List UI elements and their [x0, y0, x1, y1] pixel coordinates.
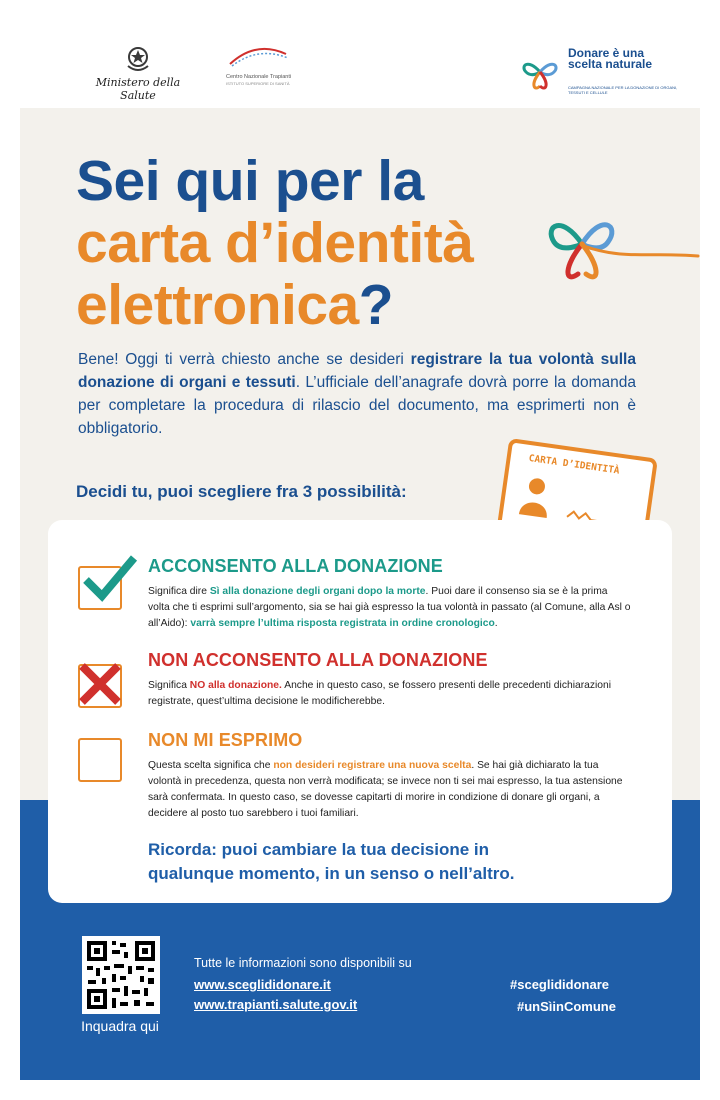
id-card-title: CARTA D’IDENTITÀ — [527, 452, 621, 477]
headline-line-1: Sei qui per la — [76, 149, 424, 213]
qr-caption: Inquadra qui — [81, 1018, 159, 1034]
poster — [20, 108, 700, 1080]
option-consent-highlight-2: varrà sempre l’ultima risposta registrata in ordine cronologico — [190, 618, 495, 629]
option-consent-heading: ACCONSENTO ALLA DONAZIONE — [148, 556, 443, 576]
ministry-logo — [78, 44, 198, 102]
republic-emblem-icon — [125, 44, 151, 74]
option-consent-text — [148, 584, 632, 632]
campaign-subtitle: CAMPAGNA NAZIONALE PER LA DONAZIONE DI ORGANI, TESSUTI E CELLULE — [568, 85, 678, 95]
option-abstain-heading: NON MI ESPRIMO — [148, 730, 303, 750]
option-abstain-highlight-1: non desideri registrare una nuova scelta — [273, 760, 472, 771]
qr-code-icon[interactable] — [82, 936, 160, 1014]
choices-panel — [48, 520, 672, 903]
option-consent-text-2: . Puoi dare il consenso sia se è la prima volta che ti esprimi sull’argomento, sia se hai già espresso la tua volontà in passato (al Comune, alla Asl o all’Aido): — [148, 586, 631, 629]
link-trapianti[interactable]: www.trapianti.salute.gov.it — [194, 997, 358, 1012]
option-abstain-text-2: . Se hai già dichiarato la tua volontà in precedenza, questa non verrà modificata; se invece non ti sei mai espresso, la tua astensione sarà confermata. In questo caso, se dovesse capitarti di morire in condizione di donare gli organi, a decidere al posto tuo sarebbero i tuoi familiari. — [148, 760, 623, 819]
footer-info: Tutte le informazioni sono disponibili su — [194, 956, 412, 970]
option-consent-text-1: Significa dire — [148, 586, 210, 597]
cnt-logo — [226, 44, 298, 86]
option-refuse-text-1: Significa — [148, 680, 190, 691]
ministry-name: Ministero della Salute — [95, 76, 181, 102]
headline-question-mark: ? — [358, 273, 394, 337]
option-consent-checkbox — [78, 566, 122, 610]
checkmark-icon — [78, 554, 140, 604]
cnt-name: Centro Nazionale Trapianti — [226, 74, 292, 80]
option-refuse-checkbox — [78, 664, 122, 708]
cross-icon — [74, 658, 126, 710]
link-sceglididonare[interactable]: www.sceglididonare.it — [194, 977, 331, 992]
hashtag-unsiincomune: #unSìinComune — [517, 999, 616, 1014]
header — [0, 0, 720, 108]
option-refuse-text-2: Anche in questo caso, se fossero presenti delle precedenti dichiarazioni registrate, quest’ultima decisione le modificherebbe. — [148, 680, 612, 707]
option-abstain-text — [148, 758, 632, 822]
cnt-sub: ISTITUTO SUPERIORE DI SANITÀ — [226, 81, 290, 86]
hashtag-sceglididonare: #sceglididonare — [510, 977, 609, 992]
headline-line-3-text: elettronica — [76, 273, 359, 337]
option-abstain-checkbox — [78, 738, 122, 782]
intro-paragraph — [78, 348, 636, 440]
intro-bold: registrare la tua volontà sulla donazione di organi e tessuti — [78, 351, 636, 391]
headline-line-2: carta d’identità — [76, 211, 474, 275]
campaign-title: Donare è una scelta naturale — [568, 46, 653, 71]
headline-line-3 — [76, 274, 473, 336]
cnt-arc-icon — [226, 44, 290, 68]
intro-text-2: . L’ufficiale dell’anagrafe dovrà porre la domanda per completare la procedura di rilascio del documento, ma esprimerti non è obbligatorio. — [78, 374, 636, 437]
option-refuse-text — [148, 678, 632, 710]
option-refuse-heading: NON ACCONSENTO ALLA DONAZIONE — [148, 650, 488, 670]
intro-text-1: Bene! Oggi ti verrà chiesto anche se desideri — [78, 351, 411, 368]
reminder-text: Ricorda: puoi cambiare la tua decisione in qualunque momento, in un senso o nell’altro. — [148, 840, 515, 883]
option-consent-highlight-1: Sì alla donazione degli organi dopo la morte — [209, 586, 426, 597]
option-refuse-highlight-1: NO alla donazione. — [189, 680, 282, 691]
option-consent-text-3: . — [494, 618, 498, 629]
ribbon-logo-icon — [518, 52, 562, 92]
ribbon-bow-icon — [542, 200, 700, 292]
option-abstain-text-1: Questa scelta significa che — [148, 760, 274, 771]
headline — [76, 150, 473, 336]
choices-intro: Decidi tu, puoi scegliere fra 3 possibilità: — [76, 482, 407, 501]
